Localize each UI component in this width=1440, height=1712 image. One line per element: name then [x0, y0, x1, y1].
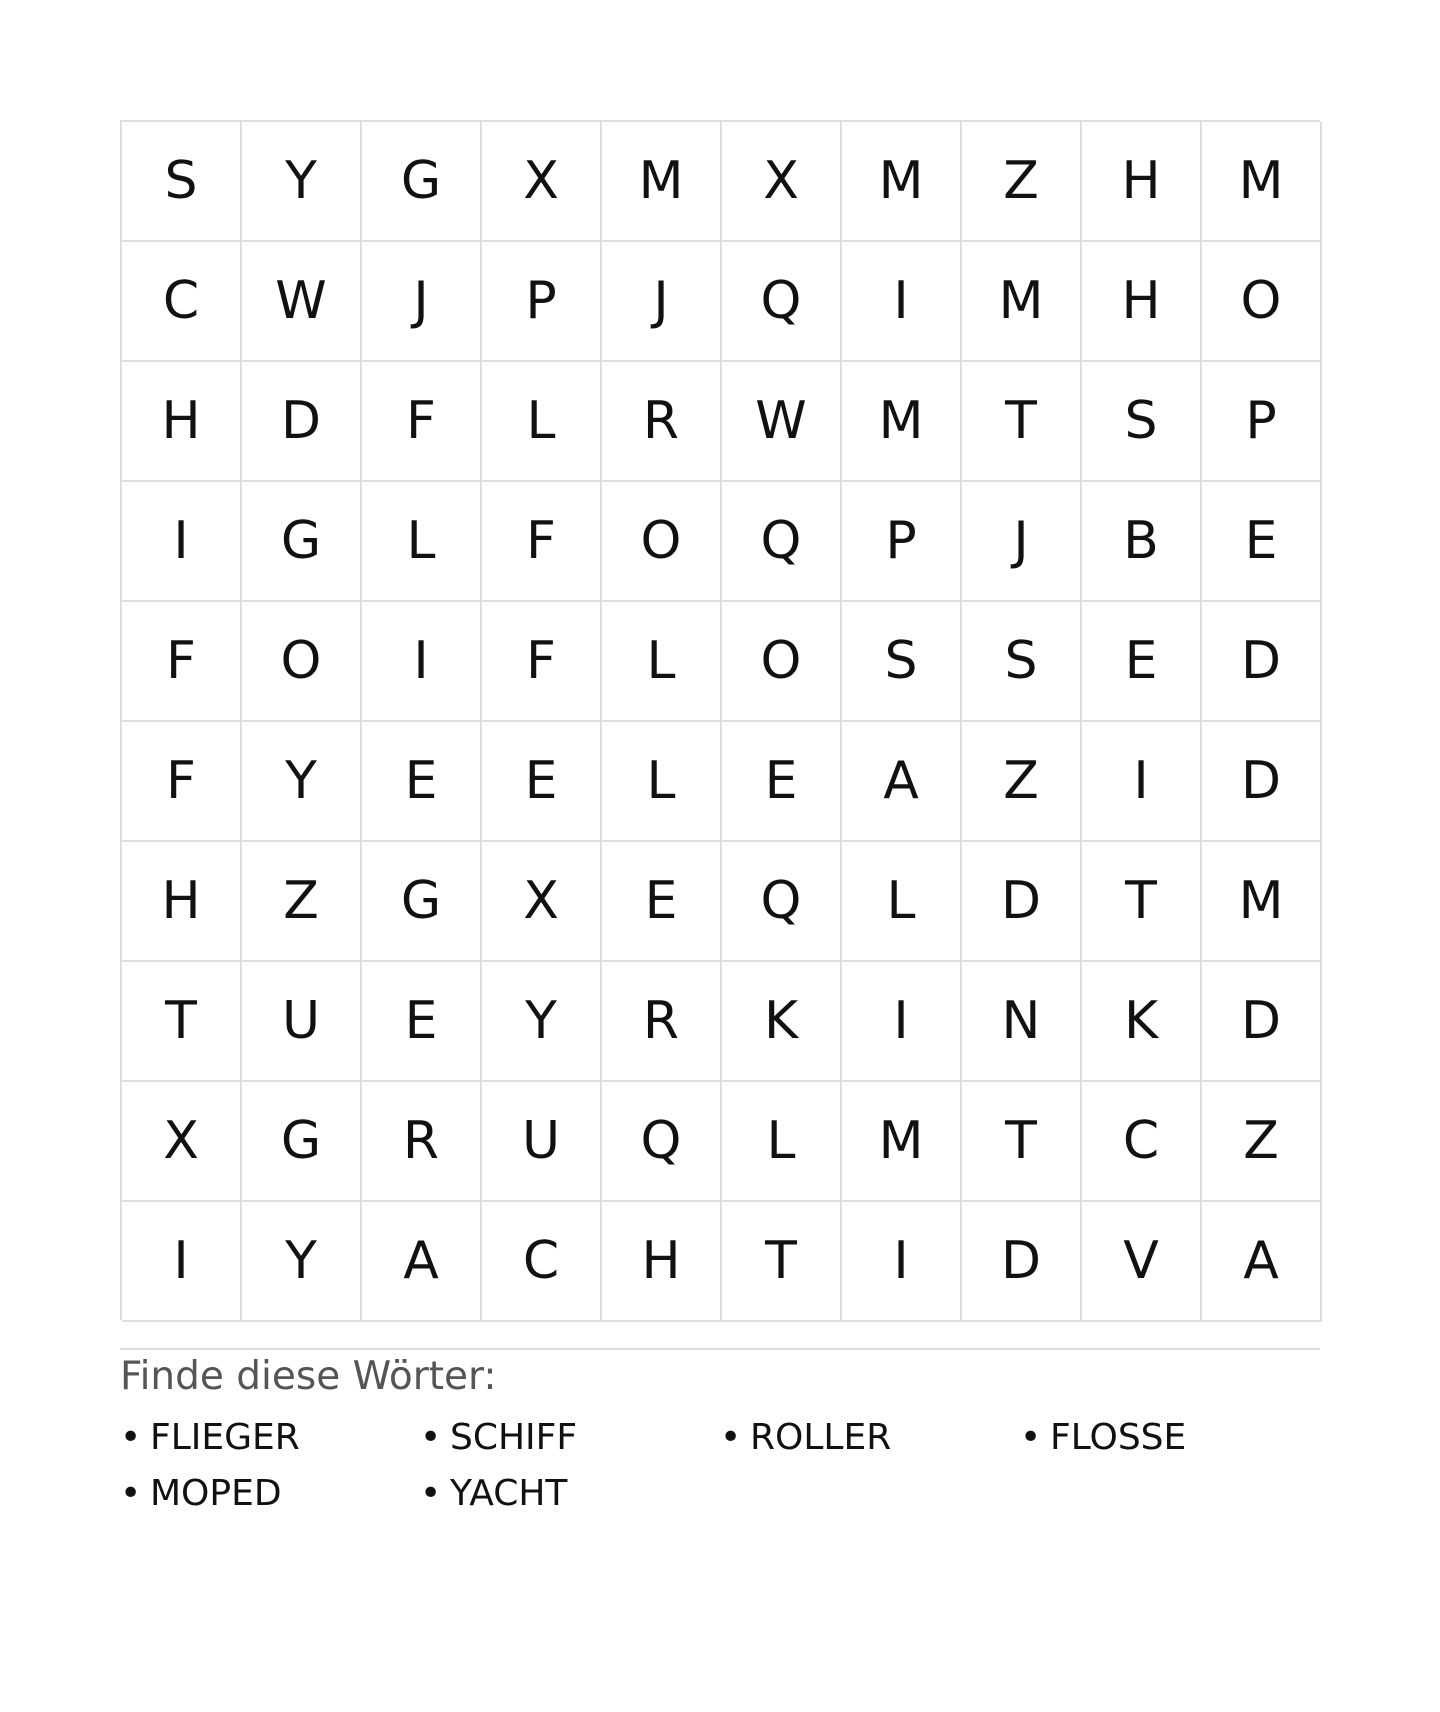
grid-cell[interactable]: T — [1082, 842, 1202, 962]
grid-cell[interactable]: E — [362, 962, 482, 1082]
grid-cell[interactable]: U — [242, 962, 362, 1082]
grid-cell[interactable]: L — [722, 1082, 842, 1202]
grid-cell[interactable]: C — [1082, 1082, 1202, 1202]
grid-cell[interactable]: F — [122, 602, 242, 722]
grid-cell[interactable]: Z — [1202, 1082, 1322, 1202]
grid-cell[interactable]: A — [842, 722, 962, 842]
grid-cell[interactable]: P — [842, 482, 962, 602]
grid-cell[interactable]: A — [362, 1202, 482, 1322]
grid-cell[interactable]: O — [1202, 242, 1322, 362]
grid-cell[interactable]: R — [602, 962, 722, 1082]
bullet-icon: • — [1020, 1417, 1042, 1458]
grid-cell[interactable]: O — [602, 482, 722, 602]
word-list — [120, 1410, 1320, 1522]
grid-cell[interactable]: E — [1082, 602, 1202, 722]
grid-cell[interactable]: S — [122, 122, 242, 242]
grid-cell[interactable]: F — [362, 362, 482, 482]
grid-cell[interactable]: I — [842, 962, 962, 1082]
grid-cell[interactable]: X — [482, 122, 602, 242]
grid-cell[interactable]: X — [482, 842, 602, 962]
grid-cell[interactable]: U — [482, 1082, 602, 1202]
grid-cell[interactable]: R — [602, 362, 722, 482]
bullet-icon: • — [120, 1417, 142, 1458]
grid-cell[interactable]: A — [1202, 1202, 1322, 1322]
grid-cell[interactable]: D — [1202, 722, 1322, 842]
grid-cell[interactable]: Z — [242, 842, 362, 962]
grid-cell[interactable]: E — [1202, 482, 1322, 602]
grid-cell[interactable]: M — [602, 122, 722, 242]
grid-cell[interactable]: O — [242, 602, 362, 722]
grid-cell[interactable]: Q — [602, 1082, 722, 1202]
grid-cell[interactable]: E — [482, 722, 602, 842]
grid-cell[interactable]: M — [1202, 122, 1322, 242]
grid-cell[interactable]: W — [722, 362, 842, 482]
grid-cell[interactable]: H — [122, 362, 242, 482]
grid-cell[interactable]: F — [482, 482, 602, 602]
grid-cell[interactable]: M — [842, 1082, 962, 1202]
grid-cell[interactable]: I — [122, 1202, 242, 1322]
grid-cell[interactable]: I — [362, 602, 482, 722]
grid-cell[interactable]: Z — [962, 722, 1082, 842]
word-label: YACHT — [450, 1473, 568, 1514]
grid-cell[interactable]: Y — [242, 1202, 362, 1322]
grid-cell[interactable]: X — [122, 1082, 242, 1202]
grid-cell[interactable]: H — [122, 842, 242, 962]
grid-cell[interactable]: J — [962, 482, 1082, 602]
grid-cell[interactable]: K — [1082, 962, 1202, 1082]
grid-cell[interactable]: L — [602, 602, 722, 722]
grid-cell[interactable]: E — [362, 722, 482, 842]
word-list-item — [120, 1466, 420, 1522]
word-list-item — [120, 1410, 420, 1466]
bullet-icon: • — [720, 1417, 742, 1458]
letter-grid — [120, 120, 1320, 1320]
divider — [120, 1348, 1320, 1350]
grid-cell[interactable]: L — [842, 842, 962, 962]
grid-cell[interactable]: C — [482, 1202, 602, 1322]
grid-cell[interactable]: Q — [722, 242, 842, 362]
grid-cell[interactable]: Q — [722, 482, 842, 602]
grid-cell[interactable]: B — [1082, 482, 1202, 602]
grid-cell[interactable]: D — [962, 842, 1082, 962]
grid-cell[interactable]: N — [962, 962, 1082, 1082]
grid-cell[interactable]: J — [362, 242, 482, 362]
grid-cell[interactable]: C — [122, 242, 242, 362]
grid-cell[interactable]: L — [362, 482, 482, 602]
word-list-title: Finde diese Wörter: — [120, 1354, 497, 1399]
word-label: MOPED — [150, 1473, 282, 1514]
grid-cell[interactable]: F — [122, 722, 242, 842]
grid-cell[interactable]: M — [962, 242, 1082, 362]
grid-cell[interactable]: G — [362, 122, 482, 242]
grid-cell[interactable]: W — [242, 242, 362, 362]
word-label: FLIEGER — [150, 1417, 300, 1458]
word-list-item — [420, 1410, 720, 1466]
grid-cell[interactable]: I — [842, 242, 962, 362]
grid-cell[interactable]: O — [722, 602, 842, 722]
grid-cell[interactable]: X — [722, 122, 842, 242]
grid-cell[interactable]: Y — [242, 722, 362, 842]
grid-cell[interactable]: D — [962, 1202, 1082, 1322]
grid-cell[interactable]: M — [842, 362, 962, 482]
grid-cell[interactable]: E — [602, 842, 722, 962]
word-list-item — [1020, 1410, 1320, 1466]
grid-cell[interactable]: Y — [242, 122, 362, 242]
grid-cell[interactable]: S — [842, 602, 962, 722]
word-label: SCHIFF — [450, 1417, 578, 1458]
grid-cell[interactable]: G — [242, 1082, 362, 1202]
grid-cell[interactable]: D — [1202, 962, 1322, 1082]
grid-cell[interactable]: H — [602, 1202, 722, 1322]
grid-cell[interactable]: T — [962, 1082, 1082, 1202]
word-list-item — [720, 1410, 1020, 1466]
grid-cell[interactable]: V — [1082, 1202, 1202, 1322]
bullet-icon: • — [420, 1473, 442, 1514]
grid-cell[interactable]: Z — [962, 122, 1082, 242]
grid-cell[interactable]: T — [122, 962, 242, 1082]
bullet-icon: • — [420, 1417, 442, 1458]
grid-cell[interactable]: H — [1082, 242, 1202, 362]
grid-cell[interactable]: P — [482, 242, 602, 362]
bullet-icon: • — [120, 1473, 142, 1514]
grid-cell[interactable]: Y — [482, 962, 602, 1082]
grid-cell[interactable]: L — [602, 722, 722, 842]
grid-cell[interactable]: Q — [722, 842, 842, 962]
grid-cell[interactable]: G — [362, 842, 482, 962]
word-list-item — [420, 1466, 720, 1522]
grid-cell[interactable]: I — [1082, 722, 1202, 842]
grid-cell[interactable]: E — [722, 722, 842, 842]
grid-cell[interactable]: T — [722, 1202, 842, 1322]
grid-cell[interactable]: L — [482, 362, 602, 482]
grid-cell[interactable]: P — [1202, 362, 1322, 482]
grid-cell[interactable]: S — [1082, 362, 1202, 482]
grid-cell[interactable]: R — [362, 1082, 482, 1202]
grid-cell[interactable]: M — [1202, 842, 1322, 962]
grid-cell[interactable]: J — [602, 242, 722, 362]
word-label: FLOSSE — [1050, 1417, 1187, 1458]
grid-cell[interactable]: S — [962, 602, 1082, 722]
grid-cell[interactable]: I — [842, 1202, 962, 1322]
grid-cell[interactable]: D — [1202, 602, 1322, 722]
word-label: ROLLER — [750, 1417, 892, 1458]
grid-cell[interactable]: H — [1082, 122, 1202, 242]
grid-cell[interactable]: M — [842, 122, 962, 242]
grid-cell[interactable]: T — [962, 362, 1082, 482]
grid-cell[interactable]: G — [242, 482, 362, 602]
grid-cell[interactable]: F — [482, 602, 602, 722]
grid-cell[interactable]: K — [722, 962, 842, 1082]
grid-cell[interactable]: I — [122, 482, 242, 602]
grid-cell[interactable]: D — [242, 362, 362, 482]
